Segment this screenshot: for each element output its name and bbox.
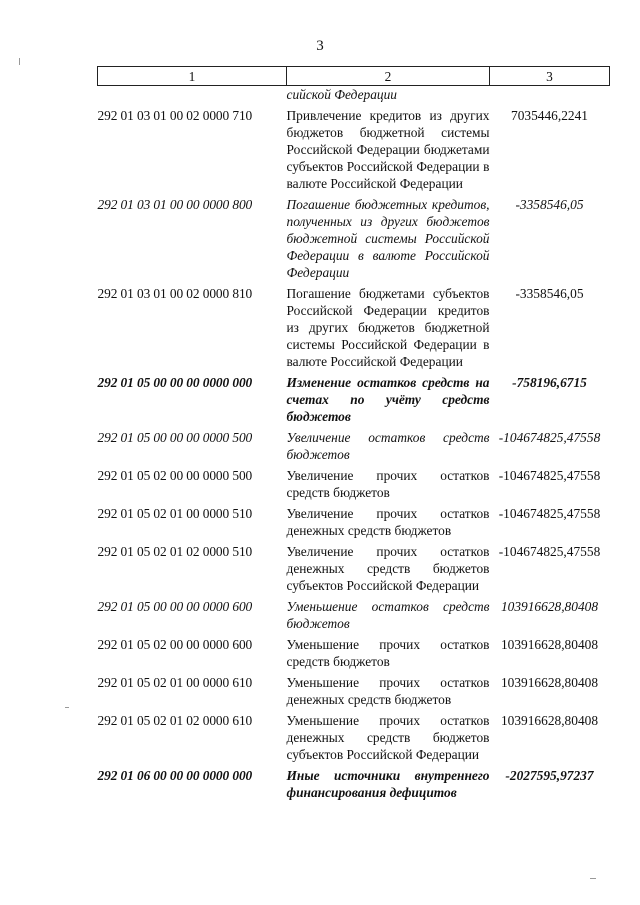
table-row bbox=[98, 598, 610, 636]
row-code: 292 01 05 00 00 00 0000 000 bbox=[97, 375, 253, 390]
row-name: Увеличение прочих остатков денежных средств бюджетов bbox=[286, 506, 490, 538]
continuation-row bbox=[98, 86, 610, 108]
margin-mark bbox=[19, 58, 20, 65]
table-row bbox=[98, 505, 610, 543]
row-code: 292 01 05 02 00 00 0000 500 bbox=[97, 468, 253, 483]
table-row bbox=[98, 429, 610, 467]
row-value: -3358546,05 bbox=[515, 286, 584, 301]
row-value: 103916628,80408 bbox=[500, 675, 599, 690]
row-name: Уменьшение прочих остатков средств бюджетов bbox=[286, 637, 490, 669]
table-row bbox=[98, 674, 610, 712]
row-value: -3358546,05 bbox=[515, 197, 584, 212]
row-code: 292 01 03 01 00 02 0000 710 bbox=[97, 108, 253, 123]
row-code: 292 01 05 02 01 02 0000 510 bbox=[97, 544, 253, 559]
row-code: 292 01 03 01 00 00 0000 800 bbox=[97, 197, 253, 212]
row-value: 103916628,80408 bbox=[500, 713, 599, 728]
row-value: -104674825,47558 bbox=[498, 506, 601, 521]
row-code: 292 01 06 00 00 00 0000 000 bbox=[97, 768, 253, 783]
row-name: Иные источники внутреннего финансирования дефицитов bbox=[286, 768, 490, 800]
page-number: 3 bbox=[316, 38, 324, 54]
row-code: 292 01 03 01 00 02 0000 810 bbox=[97, 286, 253, 301]
row-code: 292 01 05 02 01 02 0000 610 bbox=[97, 713, 253, 728]
margin-mark bbox=[590, 878, 596, 879]
row-value: -758196,6715 bbox=[512, 375, 587, 390]
row-name: Уменьшение прочих остатков денежных средств бюджетов субъектов Российской Федерации bbox=[286, 713, 490, 762]
table-row bbox=[98, 636, 610, 674]
header-row bbox=[98, 67, 610, 86]
row-value: 103916628,80408 bbox=[500, 637, 599, 652]
row-code: 292 01 05 02 01 00 0000 510 bbox=[97, 506, 253, 521]
table-row bbox=[98, 374, 610, 429]
table-row bbox=[98, 196, 610, 285]
row-code: 292 01 05 00 00 00 0000 500 bbox=[97, 430, 253, 445]
row-code: 292 01 05 02 01 00 0000 610 bbox=[97, 675, 253, 690]
row-value: -104674825,47558 bbox=[498, 544, 601, 559]
table-row bbox=[98, 767, 610, 805]
table-row bbox=[98, 712, 610, 767]
table-row bbox=[98, 285, 610, 374]
header-col-1: 1 bbox=[98, 67, 287, 86]
row-value: 103916628,80408 bbox=[500, 599, 599, 614]
table-row bbox=[98, 467, 610, 505]
row-value: -104674825,47558 bbox=[498, 468, 601, 483]
row-name: Увеличение прочих остатков денежных средств бюджетов субъектов Российской Федерации bbox=[286, 544, 490, 593]
row-name: Увеличение прочих остатков средств бюджетов bbox=[286, 468, 490, 500]
continuation-text: сийской Федерации bbox=[286, 87, 398, 102]
row-name: Привлечение кредитов из других бюджетов бюджетной системы Российской Федерации бюджетами субъектов Российской Федерации в валюте Российской Федерации bbox=[286, 108, 490, 191]
row-name: Уменьшение прочих остатков денежных средств бюджетов bbox=[286, 675, 490, 707]
table-row bbox=[98, 107, 610, 196]
table-row bbox=[98, 543, 610, 598]
row-name: Уменьшение остатков средств бюджетов bbox=[286, 599, 490, 631]
row-code: 292 01 05 02 00 00 0000 600 bbox=[97, 637, 253, 652]
row-name: Погашение бюджетных кредитов, полученных из других бюджетов бюджетной системы Российской Федерации в валюте Российской Федерации bbox=[286, 197, 490, 280]
row-value: 7035446,2241 bbox=[511, 108, 588, 123]
row-name: Погашение бюджетами субъектов Российской Федерации кредитов из других бюджетов бюджетной системы Российской Федерации в валюте Российской Федерации bbox=[286, 286, 490, 369]
row-code: 292 01 05 00 00 00 0000 600 bbox=[97, 599, 253, 614]
row-value: -2027595,97237 bbox=[505, 768, 594, 783]
row-value: -104674825,47558 bbox=[498, 430, 601, 445]
sources-table bbox=[97, 66, 610, 805]
row-name: Изменение остатков средств на счетах по учёту средств бюджетов bbox=[286, 375, 490, 424]
header-col-2: 2 bbox=[287, 67, 490, 86]
header-col-3: 3 bbox=[490, 67, 610, 86]
row-name: Увеличение остатков средств бюджетов bbox=[286, 430, 490, 462]
margin-mark bbox=[65, 707, 69, 708]
